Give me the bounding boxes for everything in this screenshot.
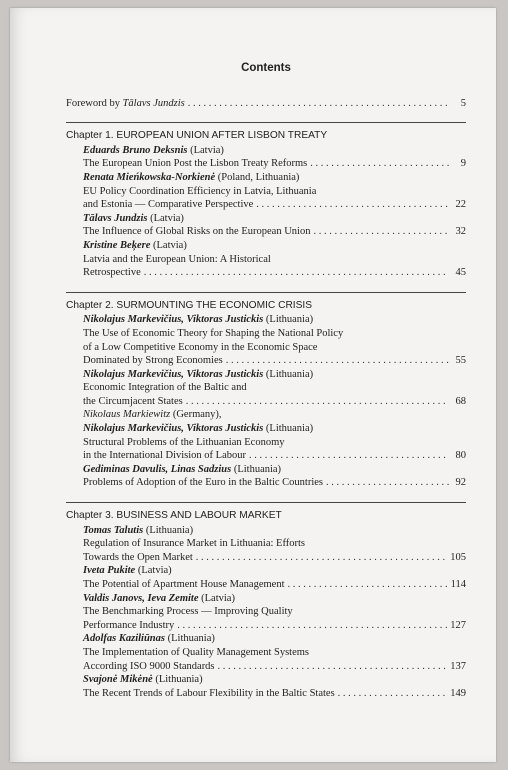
foreword-author: Tālavs Jundzis	[122, 97, 185, 109]
author-names: Renata Mieńkowska-Norkienė	[83, 171, 216, 183]
leader-dots	[226, 354, 449, 368]
toc-entry	[66, 673, 466, 700]
author-names: Eduards Bruno Deksnis	[83, 144, 188, 156]
author-country: (Latvia)	[150, 239, 187, 251]
page-number: 22	[455, 199, 466, 211]
author-country: (Lithuania)	[263, 368, 314, 380]
entry-authors	[83, 408, 466, 422]
chapter-section	[66, 502, 466, 700]
entry-title-line: EU Policy Coordination Efficiency in Latvia, Lithuania	[83, 185, 317, 197]
entry-authors	[83, 422, 466, 436]
entry-title-text: The Influence of Global Risks on the European Union	[83, 226, 311, 238]
entry-title-last-line	[83, 687, 466, 701]
page-number: 5	[460, 97, 466, 109]
author-country: (Latvia)	[147, 212, 184, 224]
toc-entry	[66, 632, 466, 673]
entry-title-text: the Circumjacent States	[83, 395, 183, 407]
entry-title-last-line	[83, 660, 466, 674]
entry-authors	[83, 564, 466, 578]
author-names: Nikolajus Markevičius, Viktoras Justickis	[83, 314, 264, 326]
author-names: Nikolajus Markevičius, Viktoras Justickis	[83, 368, 264, 380]
chapter-label: Chapter 1.	[66, 130, 117, 142]
entry-title-last-line	[83, 578, 466, 592]
author-country: (Lithuania)	[152, 674, 203, 686]
chapters-list	[66, 122, 466, 700]
page-number: 105	[450, 551, 466, 563]
entry-authors	[83, 592, 466, 606]
entry-title-text: The Potential of Apartment House Management	[83, 579, 285, 590]
author-country: (Germany),	[170, 409, 222, 421]
entry-title-line: The Implementation of Quality Management Systems	[83, 646, 309, 658]
author-country: (Latvia)	[187, 144, 224, 156]
entry-authors	[83, 632, 466, 646]
entry-authors	[83, 463, 466, 477]
leader-dots	[144, 266, 449, 280]
entry-title-text: Retrospective	[83, 267, 141, 279]
author-names: Tālavs Jundzis	[83, 212, 148, 224]
chapter-label: Chapter 2.	[66, 299, 117, 311]
entry-title-text: Dominated by Strong Economies	[83, 355, 223, 367]
author-country: (Lithuania)	[263, 423, 314, 435]
author-country: (Lithuania)	[231, 463, 282, 475]
entry-title-line: Structural Problems of the Lithuanian Economy	[83, 436, 285, 448]
chapter-divider	[66, 122, 466, 123]
entry-title-last-line	[83, 449, 466, 463]
toc-entry	[66, 171, 466, 212]
author-country: (Latvia)	[198, 592, 235, 604]
leader-dots	[177, 619, 447, 633]
chapter-section	[66, 292, 466, 490]
chapter-divider	[66, 292, 466, 293]
author-country: (Latvia)	[135, 565, 172, 577]
entry-title-line: The Use of Economic Theory for Shaping the National Policy	[83, 327, 344, 339]
toc-entry	[66, 408, 466, 462]
page-number: 114	[450, 579, 466, 590]
page-number: 68	[455, 395, 466, 407]
book-page	[10, 8, 496, 762]
toc-entry	[66, 313, 466, 367]
entry-title-text: According ISO 9000 Standards	[83, 660, 215, 672]
author-names: Gediminas Davulis, Linas Sadzius	[83, 463, 232, 475]
toc-entry	[66, 144, 466, 171]
entry-title-line: The Benchmarking Process — Improving Quality	[83, 606, 293, 618]
author-names: Tomas Talutis	[83, 524, 144, 536]
page-number: 55	[455, 355, 466, 367]
author-names: Svajonė Mikėnė	[83, 674, 153, 686]
author-names: Adolfas Kaziliūnas	[83, 633, 165, 645]
author-country: (Lithuania)	[263, 314, 314, 326]
entry-authors	[83, 212, 466, 226]
entry-title-text: and Estonia — Comparative Perspective	[83, 199, 254, 211]
author-names: Nikolajus Markevičius, Viktoras Justickis	[83, 423, 264, 435]
entry-title-last-line	[83, 198, 466, 212]
entry-title-text: The Recent Trends of Labour Flexibility in the Baltic States	[83, 687, 335, 699]
leader-dots	[338, 687, 448, 701]
author-names: Iveta Pukite	[83, 565, 136, 577]
toc-entry	[66, 239, 466, 280]
chapter-heading	[66, 129, 466, 143]
chapter-heading	[66, 509, 466, 523]
chapter-title: EUROPEAN UNION AFTER LISBON TREATY	[116, 130, 328, 142]
leader-dots	[256, 198, 449, 212]
leader-dots	[196, 551, 447, 565]
entry-title-last-line	[83, 354, 466, 368]
toc-entry	[66, 564, 466, 591]
entry-authors	[83, 144, 466, 158]
toc-entry	[66, 368, 466, 409]
chapter-section	[66, 122, 466, 280]
author-names: Kristine Beķere	[83, 239, 151, 251]
entry-title-text: Problems of Adoption of the Euro in the Baltic Countries	[83, 477, 324, 489]
leader-dots	[288, 578, 448, 592]
page-number: 80	[455, 450, 466, 462]
author-country: (Lithuania)	[143, 524, 194, 536]
page-number: 137	[450, 660, 466, 672]
entry-authors	[83, 171, 466, 185]
author-names: Nikolaus Markiewitz	[83, 409, 171, 421]
foreword-entry	[66, 97, 466, 111]
author-country: (Poland, Lithuania)	[215, 171, 300, 183]
page-number: 32	[455, 226, 466, 238]
chapter-divider	[66, 502, 466, 503]
toc-entry	[66, 463, 466, 490]
entry-authors	[83, 673, 466, 687]
toc-entry	[66, 592, 466, 633]
entry-title-text: Towards the Open Market	[83, 551, 193, 563]
page-number: 92	[455, 477, 466, 489]
entry-title-last-line	[83, 551, 466, 565]
leader-dots	[249, 449, 449, 463]
leader-dots	[326, 476, 449, 490]
leader-dots	[218, 660, 448, 674]
chapter-title: SURMOUNTING THE ECONOMIC CRISIS	[116, 299, 313, 311]
foreword-prefix: Foreword by	[66, 97, 123, 109]
contents-title: Contents	[241, 62, 291, 74]
author-country: (Lithuania)	[165, 633, 215, 645]
toc-entry	[66, 212, 466, 239]
leader-dots	[313, 225, 449, 239]
entry-title-text: Performance Industry	[83, 619, 175, 631]
table-of-contents	[66, 62, 466, 712]
entry-title-line: Economic Integration of the Baltic and	[83, 382, 247, 394]
entry-title-last-line	[83, 476, 466, 490]
entry-title-text: in the International Division of Labour	[83, 450, 247, 462]
entry-title-line: Latvia and the European Union: A Historical	[83, 253, 271, 265]
author-names: Valdis Janovs, Ieva Zemite	[83, 592, 199, 604]
entry-title-text: The European Union Post the Lisbon Treaty Reforms	[83, 158, 308, 170]
entry-title-line: of a Low Competitive Economy in the Economic Space	[83, 341, 318, 353]
entry-title-last-line	[83, 225, 466, 239]
page-number: 149	[450, 687, 466, 699]
page-number: 127	[450, 619, 466, 631]
chapter-label: Chapter 3.	[66, 510, 117, 522]
leader-dots	[310, 157, 449, 171]
page-number: 9	[460, 158, 466, 170]
entry-title-last-line	[83, 266, 466, 280]
entry-authors	[83, 313, 466, 327]
page-number: 45	[455, 267, 466, 279]
entry-title-last-line	[83, 619, 466, 633]
entry-title-last-line	[83, 395, 466, 409]
leader-dots	[188, 97, 449, 111]
entry-authors	[83, 368, 466, 382]
entry-title-last-line	[83, 157, 466, 171]
chapter-heading	[66, 299, 466, 313]
toc-entry	[66, 524, 466, 565]
entry-authors	[83, 524, 466, 538]
chapter-title: BUSINESS AND LABOUR MARKET	[116, 510, 282, 522]
entry-title-line: Regulation of Insurance Market in Lithuania: Efforts	[83, 538, 305, 550]
entry-authors	[83, 239, 466, 253]
leader-dots	[186, 395, 449, 409]
